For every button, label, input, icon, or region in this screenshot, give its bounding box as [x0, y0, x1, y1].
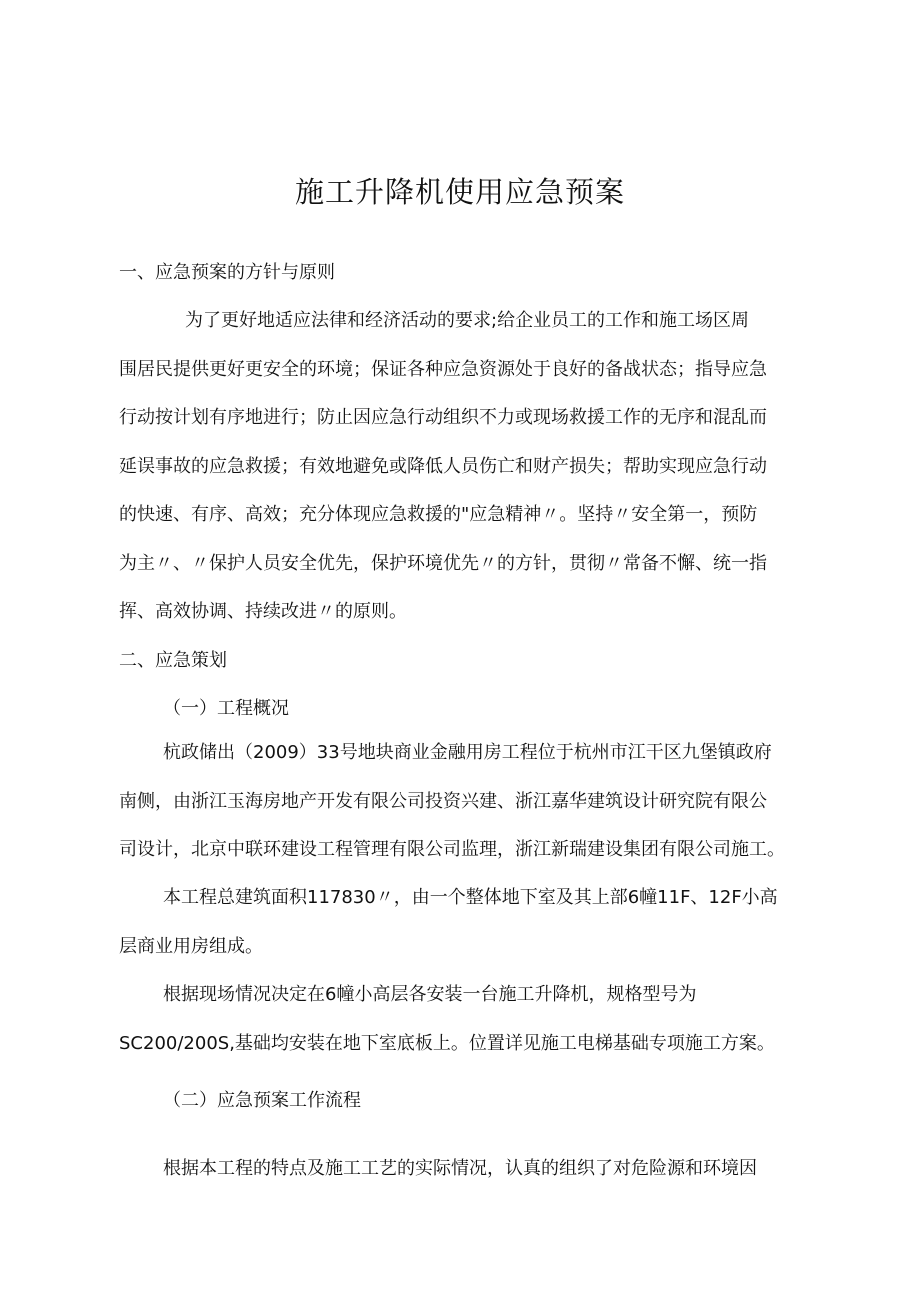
paragraph-line: 的快速、有序、高效；充分体现应急救援的"应急精神〃。坚持〃安全第一，预防	[119, 504, 758, 525]
overview-paragraph-location	[119, 729, 785, 875]
principles-paragraph	[119, 297, 785, 637]
paragraph-line: 本工程总建筑面积117830〃，由一个整体地下室及其上部6幢11F、12F小高	[163, 887, 778, 908]
paragraph-line: 为了更好地适应法律和经济活动的要求;给企业员工的工作和施工场区周	[185, 310, 750, 331]
overview-paragraph-elevator	[119, 971, 785, 1068]
paragraph-line: 南侧，由浙江玉海房地产开发有限公司投资兴建、浙江嘉华建筑设计研究院有限公	[119, 790, 767, 812]
paragraph-line: 根据本工程的特点及施工工艺的实际情况，认真的组织了对危险源和环境因	[163, 1158, 757, 1179]
paragraph-line: 围居民提供更好更安全的环境；保证各种应急资源处于良好的备战状态；指导应急	[119, 358, 767, 380]
paragraph-line: 为主〃、〃保护人员安全优先，保护环境优先〃的方针，贯彻〃常备不懈、统一指	[119, 552, 767, 574]
paragraph-line: SC200/200S,基础均安装在地下室底板上。位置详见施工电梯基础专项施工方案。	[119, 1032, 775, 1054]
workflow-paragraph	[119, 1145, 785, 1194]
paragraph-line: 层商业用房组成。	[119, 935, 263, 957]
overview-paragraph-area	[119, 874, 785, 971]
subsection-heading-workflow: （二）应急预案工作流程	[163, 1090, 361, 1111]
document-title: 施工升降机使用应急预案	[294, 175, 625, 209]
paragraph-line: 司设计，北京中联环建设工程管理有限公司监理，浙江新瑞建设集团有限公司施工。	[119, 839, 785, 860]
paragraph-line: 挥、高效协调、持续改进〃的原则。	[119, 601, 407, 622]
paragraph-line: 行动按计划有序地进行；防止因应急行动组织不力或现场救援工作的无序和混乱而	[119, 407, 767, 428]
paragraph-line: 延误事故的应急救援；有效地避免或降低人员伤亡和财产损失；帮助实现应急行动	[119, 455, 767, 477]
section-heading-principles: 一、应急预案的方针与原则	[119, 262, 335, 283]
paragraph-line: 杭政储出（2009）33号地块商业金融用房工程位于杭州市江干区九堡镇政府	[163, 742, 772, 763]
paragraph-line: 根据现场情况决定在6幢小高层各安装一台施工升降机，规格型号为	[163, 984, 697, 1005]
subsection-heading-overview: （一）工程概况	[163, 698, 289, 719]
section-heading-planning: 二、应急策划	[119, 650, 227, 671]
